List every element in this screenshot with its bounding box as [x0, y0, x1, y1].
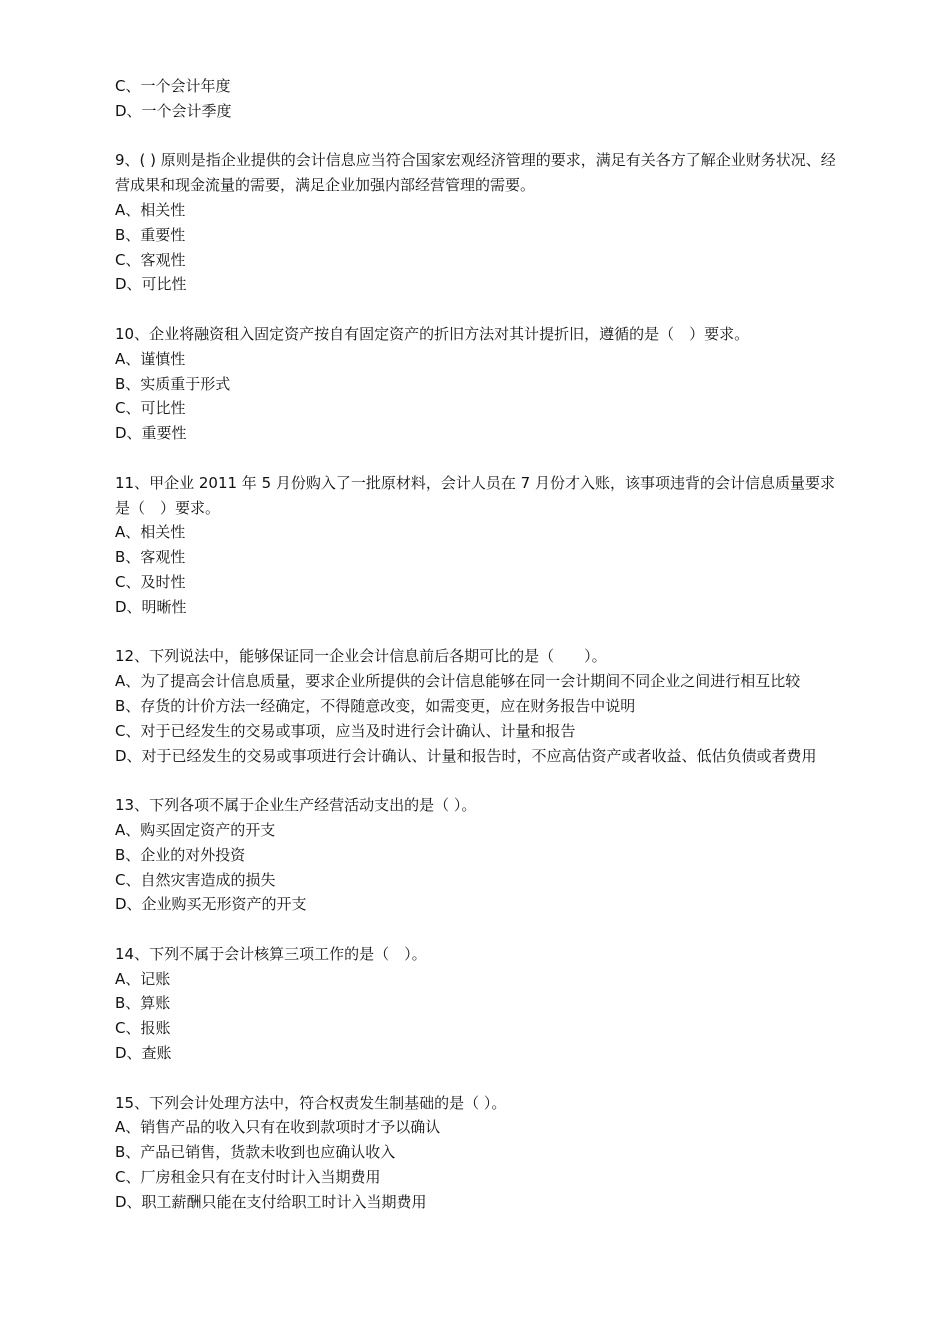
question-11	[115, 471, 840, 620]
question-12	[115, 644, 840, 768]
question-9	[115, 148, 840, 297]
option: C、可比性	[115, 399, 186, 418]
prev-question	[115, 74, 840, 124]
question-15	[115, 1091, 840, 1215]
option: A、销售产品的收入只有在收到款项时才予以确认	[115, 1118, 441, 1137]
option: D、明晰性	[115, 597, 187, 616]
question-stem: 15、下列会计处理方法中，符合权责发生制基础的是（ ）。	[115, 1093, 507, 1112]
option: D、可比性	[115, 275, 187, 294]
option: D、重要性	[115, 424, 187, 443]
document-page	[115, 74, 840, 1215]
question-stem: 12、下列说法中，能够保证同一企业会计信息前后各期可比的是（ ）。	[115, 647, 607, 666]
option: C、对于已经发生的交易或事项，应当及时进行会计确认、计量和报告	[115, 721, 576, 740]
option: C、报账	[115, 1019, 171, 1038]
option: C、厂房租金只有在支付时计入当期费用	[115, 1168, 381, 1187]
option: C、客观性	[115, 250, 186, 269]
question-14	[115, 942, 840, 1066]
question-10	[115, 322, 840, 446]
option: B、企业的对外投资	[115, 845, 246, 864]
option: B、产品已销售，货款未收到也应确认收入	[115, 1143, 396, 1162]
option: D、企业购买无形资产的开支	[115, 895, 307, 914]
option: C、及时性	[115, 572, 186, 591]
option: C、自然灾害造成的损失	[115, 870, 276, 889]
option: A、为了提高会计信息质量，要求企业所提供的会计信息能够在同一会计期间不同企业之间进行相互比较	[115, 672, 801, 691]
question-stem: 9、( ) 原则是指企业提供的会计信息应当符合国家宏观经济管理的要求，满足有关各方了解企业财务状况、经营成果和现金流量的需要，满足企业加强内部经营管理的需要。	[115, 151, 836, 195]
question-13	[115, 793, 840, 917]
option: A、相关性	[115, 200, 186, 219]
option: D、对于已经发生的交易或事项进行会计确认、计量和报告时，不应高估资产或者收益、低估负债或者费用	[115, 746, 817, 765]
option: B、实质重于形式	[115, 374, 231, 393]
option: D、一个会计季度	[115, 101, 232, 120]
question-stem: 14、下列不属于会计核算三项工作的是（ ）。	[115, 944, 427, 963]
option: B、客观性	[115, 548, 186, 567]
option: A、相关性	[115, 523, 186, 542]
option: B、存货的计价方法一经确定，不得随意改变，如需变更，应在财务报告中说明	[115, 696, 636, 715]
option: D、查账	[115, 1044, 172, 1063]
option: C、一个会计年度	[115, 77, 231, 95]
question-stem: 13、下列各项不属于企业生产经营活动支出的是（ ）。	[115, 796, 477, 815]
option: A、记账	[115, 969, 171, 988]
question-stem: 11、甲企业 2011 年 5 月份购入了一批原材料，会计人员在 7 月份才入账，该事项违背的会计信息质量要求是（ ）要求。	[115, 473, 835, 517]
option: B、算账	[115, 994, 171, 1013]
option: A、购买固定资产的开支	[115, 820, 276, 839]
option: D、职工薪酬只能在支付给职工时计入当期费用	[115, 1192, 427, 1211]
question-stem: 10、企业将融资租入固定资产按自有固定资产的折旧方法对其计提折旧，遵循的是（ ）要求。	[115, 324, 750, 343]
option: A、谨慎性	[115, 349, 186, 368]
option: B、重要性	[115, 225, 186, 244]
